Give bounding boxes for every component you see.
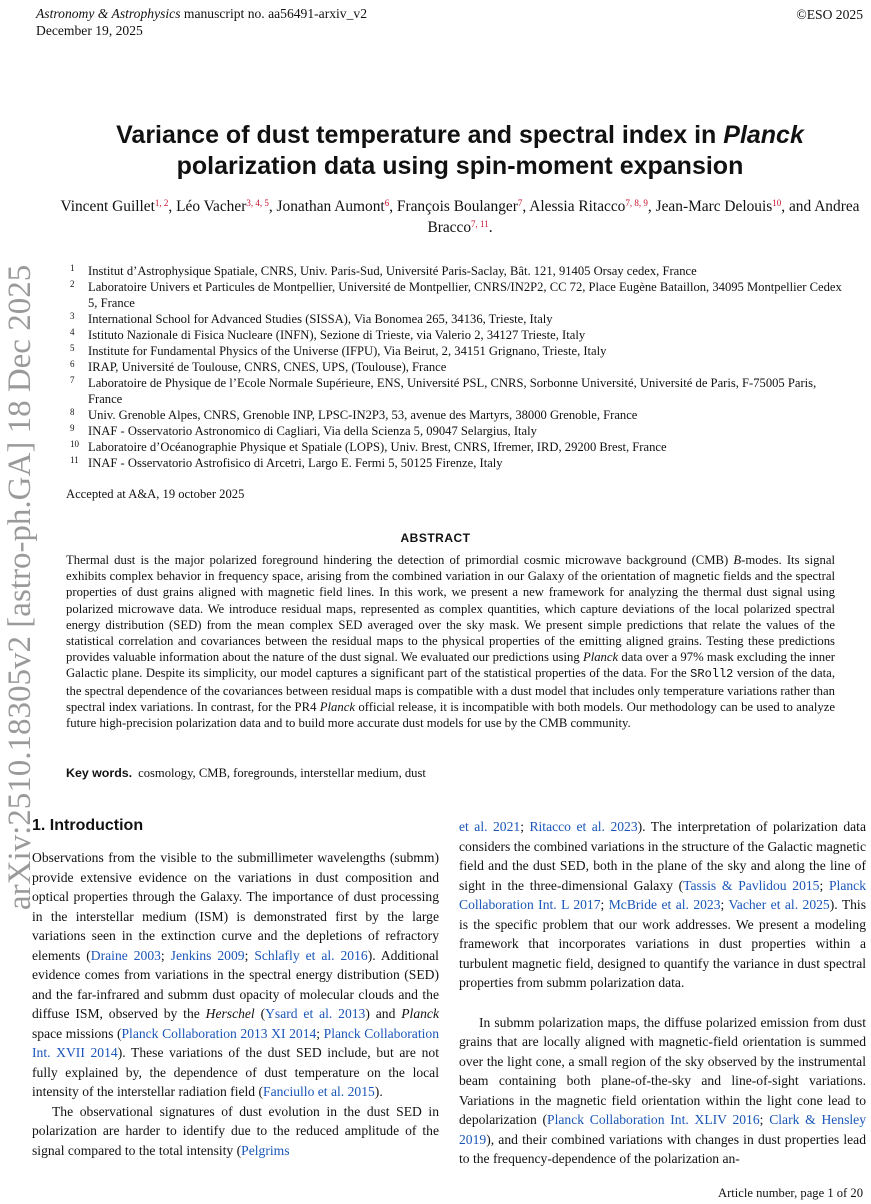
author-name: Léo Vacher xyxy=(176,198,247,215)
text: ; xyxy=(819,877,829,893)
abstract-text: B xyxy=(733,553,742,567)
affiliation-number: 8 xyxy=(70,407,75,417)
text: Planck xyxy=(401,1006,439,1021)
affiliation xyxy=(60,407,850,423)
citation-link[interactable]: Planck Collaboration Int. L 2017 xyxy=(459,877,866,912)
affiliation xyxy=(60,311,850,327)
affiliation xyxy=(60,263,850,279)
text: In submm polarization maps, the diffuse polarized emission from dust grains that are locally aligned with magnetic-field orientation is summed over the light cone, a small region of the sky observed by the instrumental beam containing both plane-of-the-sky and line-of-sight variations. Variations in the magnetic field orientation within the light cone lead to depolarization ( xyxy=(459,1014,866,1127)
affiliation-text: Institut d’Astrophysique Spatiale, CNRS, Univ. Paris-Sud, Université Paris-Saclay, Bât. 121, 91405 Orsay cedex, France xyxy=(88,264,697,278)
citation-link[interactable]: Jenkins 2009 xyxy=(170,947,245,963)
citation-link[interactable]: Ysard et al. 2013 xyxy=(265,1006,366,1021)
section-heading: 1. Introduction xyxy=(32,817,144,834)
citation-link[interactable]: et al. 2021 xyxy=(459,819,521,834)
abstract-body xyxy=(66,552,835,731)
separator: , and xyxy=(781,198,815,215)
text: ). This is the specific problem that our work addresses. We present a modeling framework that incorporates variations in dust properties within a turbulent magnetic field, designed to quantify the variance in dust spectral properties from submm polarization data. xyxy=(459,897,866,990)
author xyxy=(277,198,390,215)
affiliation-text: Laboratoire d’Océanographie Physique et Spatiale (LOPS), Univ. Brest, CNRS, Ifremer, IRD, 29200 Brest, France xyxy=(88,440,667,454)
abstract-text: Thermal dust is the major polarized foreground hindering the detection of primordial cosmic microwave background (CMB) xyxy=(66,553,734,567)
running-header xyxy=(36,5,367,39)
text: ). Additional evidence comes from variations in the spectral energy distribution (SED) and the far-infrared and submm dust opacity of molecular clouds and the diffuse ISM, observed by the xyxy=(32,947,439,1021)
affiliation xyxy=(60,343,850,359)
author xyxy=(176,198,269,215)
affiliation xyxy=(60,375,850,407)
author-affiliation-link[interactable]: 6 xyxy=(384,198,390,208)
affiliation xyxy=(60,423,850,439)
text: space missions ( xyxy=(32,1025,122,1041)
manuscript-number: manuscript no. aa56491-arxiv_v2 xyxy=(183,6,367,21)
author-affiliation-link[interactable]: 3, 4, 5 xyxy=(246,198,269,208)
citation-link[interactable]: Tassis & Pavlidou 2015 xyxy=(683,877,820,893)
citation-link[interactable]: Fanciullo et al. 2015 xyxy=(263,1084,375,1099)
text: ), and their combined variations with changes in dust properties lead to the frequency-dependence of the polarization an- xyxy=(459,1131,866,1166)
paragraph xyxy=(32,1102,439,1161)
separator: , xyxy=(647,198,656,215)
affiliation-text: INAF - Osservatorio Astrofisico di Arcetri, Largo E. Fermi 5, 50125 Firenze, Italy xyxy=(88,456,503,470)
affiliation xyxy=(60,455,850,471)
affiliation-number: 6 xyxy=(70,359,75,369)
abstract-heading: ABSTRACT xyxy=(400,531,471,545)
citation-link[interactable]: Clark & Hensley 2019 xyxy=(459,1112,866,1147)
title-part: Variance of dust temperature and spectral index in xyxy=(116,121,724,149)
affiliation-number: 11 xyxy=(70,455,79,465)
text: ; xyxy=(316,1025,324,1041)
text: ; xyxy=(720,897,729,912)
author-name: Jonathan Aumont xyxy=(276,198,385,215)
affiliation-number: 10 xyxy=(70,439,79,449)
author-name: François Boulanger xyxy=(396,198,518,215)
affiliation-number: 7 xyxy=(70,375,75,385)
author-affiliation-link[interactable]: 7 xyxy=(517,198,523,208)
separator: , xyxy=(522,198,530,215)
affiliation-text: International School for Advanced Studies (SISSA), Via Bonomea 265, 34136, Trieste, Italy xyxy=(88,312,553,326)
author xyxy=(656,198,782,215)
paragraph xyxy=(459,817,866,993)
author xyxy=(397,198,522,215)
left-column xyxy=(32,848,439,1160)
text: ; xyxy=(160,947,171,963)
header-date: December 19, 2025 xyxy=(36,23,143,38)
paper-title xyxy=(60,120,860,182)
citation-link[interactable]: Planck Collaboration 2013 XI 2014 xyxy=(121,1025,317,1041)
affiliation-text: INAF - Osservatorio Astronomico di Cagliari, Via della Scienza 5, 09047 Selargius, Italy xyxy=(88,424,537,438)
citation-link[interactable]: Schlafly et al. 2016 xyxy=(254,947,368,963)
paragraph xyxy=(459,1013,866,1169)
text: ( xyxy=(254,1006,266,1021)
text: ). These variations of the dust SED include, but are not fully explained by, the dependence of dust temperature on the local intensity of the interstellar radiation field ( xyxy=(32,1045,439,1099)
text: Observations from the visible to the submillimeter wavelengths (submm) provide extensive evidence on the variations in dust composition and optical properties through the Galaxy. The importance of dust processing in the interstellar medium (ISM) is demonstrated first by the large variations seen in the extinction curve and the depletions of refractory elements ( xyxy=(32,850,439,963)
abstract-text: version of the data, the spectral dependence of the covariances between residual maps is compatible with a dust model that includes only temperature variations rather than spectral index variations. In contrast, for the PR4 xyxy=(66,666,835,714)
page-footer: Article number, page 1 of 20 xyxy=(718,1186,863,1200)
title-line2: polarization data using spin-moment expansion xyxy=(176,152,744,180)
keywords xyxy=(66,764,835,784)
journal-name: Astronomy & Astrophysics xyxy=(36,6,181,21)
affiliation-number: 9 xyxy=(70,423,75,433)
affiliation-text: Institute for Fundamental Physics of the Universe (IFPU), Via Beirut, 2, 34151 Grignano, Trieste, Italy xyxy=(88,344,607,358)
text: ) and xyxy=(365,1006,402,1021)
author-affiliation-link[interactable]: 10 xyxy=(772,198,782,208)
text: ; xyxy=(520,819,530,834)
keywords-text: cosmology, CMB, foregrounds, interstellar medium, dust xyxy=(138,766,426,780)
affiliation-number: 1 xyxy=(70,263,75,273)
author-name: Vincent Guillet xyxy=(60,198,155,215)
citation-link[interactable]: McBride et al. 2023 xyxy=(608,897,721,912)
author-name: Andrea Bracco xyxy=(427,198,860,236)
copyright: ©ESO 2025 xyxy=(796,7,863,22)
author-name: Alessia Ritacco xyxy=(529,198,626,215)
arxiv-stamp: arXiv:2510.18305v2 [astro-ph.GA] 18 Dec 2025 xyxy=(2,264,38,910)
separator: , xyxy=(168,198,177,215)
title-planck: Planck xyxy=(723,121,804,149)
keywords-label: Key words. xyxy=(66,766,133,780)
abstract-text: official release, it is incompatible with both models. Our methodology can be used to analyze future high-precision polarization data and to build more accurate dust models for use by the CMB community. xyxy=(66,699,835,731)
right-column xyxy=(459,817,866,1169)
text: The observational signatures of dust evolution in the dust SED in polarization are harder to identify due to the reduced amplitude of the signal compared to the total intensity ( xyxy=(32,1103,439,1158)
abstract-text: Planck xyxy=(319,699,356,714)
separator: , xyxy=(389,198,397,215)
author-affiliation-link[interactable]: 7, 11 xyxy=(471,219,489,229)
author xyxy=(529,198,648,215)
citation-link[interactable]: Ritacco et al. 2023 xyxy=(529,819,638,834)
abstract-text: -modes. Its signal exhibits complex behavior in frequency space, arising from the combined variation in our Galaxy of the orientation of magnetic fields and the spectral properties of dust grains aligned with magnetic field lines. In this work, we present a new framework for analyzing the thermal dust signal using polarized microwave data. We introduce residual maps, represented as complex quantities, which capture deviations of the local polarized spectral energy distribution (SED) from the mean complex SED averaged over the sky mask. We present simple predictions that relate the values of the statistical correlation and covariances between the residual maps to the physical properties of the emitting aligned grains. Testing these predictions provides valuable information about the nature of the dust signal. We evaluated our predictions using xyxy=(66,553,835,665)
affiliation-number: 2 xyxy=(70,279,75,289)
affiliation-number: 5 xyxy=(70,343,75,353)
text: ; xyxy=(759,1112,770,1127)
paragraph xyxy=(32,848,439,1102)
affiliation-number: 4 xyxy=(70,327,75,337)
text: ; xyxy=(244,947,255,963)
abstract-text: data over a 97% mask excluding the inner Galactic plane. Despite its simplicity, our model captures a significant part of the statistical properties of the data. For the xyxy=(66,650,835,681)
text: ). xyxy=(374,1084,383,1099)
citation-link[interactable]: Planck Collaboration Int. XVII 2014 xyxy=(32,1025,439,1060)
affiliation-text: Univ. Grenoble Alpes, CNRS, Grenoble INP, LPSC-IN2P3, 53, avenue des Martyrs, 38000 Grenoble, France xyxy=(88,408,638,422)
separator: , xyxy=(268,198,277,215)
text: ). The interpretation of polarization data considers the combined variations in the structure of the Galactic magnetic field and the dust SED, both in the plane of the sky and along the line of sight in the three-dimensional Galaxy ( xyxy=(459,819,866,893)
affiliation-list xyxy=(60,263,850,471)
abstract-code: SRoll2 xyxy=(690,667,734,682)
affiliation-text: IRAP, Université de Toulouse, CNRS, CNES, UPS, (Toulouse), France xyxy=(88,360,447,374)
affiliation-text: Laboratoire de Physique de l’Ecole Normale Supérieure, ENS, Université PSL, CNRS, Sorbonne Université, Université de Paris, F-75005 Paris, France xyxy=(88,376,817,406)
citation-link[interactable]: Pelgrims xyxy=(241,1142,290,1158)
author xyxy=(61,198,169,215)
separator: . xyxy=(488,219,493,236)
author-list xyxy=(60,196,860,238)
text: ; xyxy=(600,897,609,912)
affiliation xyxy=(60,439,850,455)
affiliation-number: 3 xyxy=(70,311,75,321)
citation-link[interactable]: Draine 2003 xyxy=(90,947,161,963)
abstract-text: Planck xyxy=(582,650,619,665)
accepted-note: Accepted at A&A, 19 october 2025 xyxy=(66,487,245,501)
affiliation xyxy=(60,359,850,375)
author-affiliation-link[interactable]: 1, 2 xyxy=(154,198,169,208)
text: Herschel xyxy=(205,1006,255,1021)
affiliation xyxy=(60,279,850,311)
citation-link[interactable]: Planck Collaboration Int. XLIV 2016 xyxy=(547,1112,760,1127)
affiliation xyxy=(60,327,850,343)
author-affiliation-link[interactable]: 7, 8, 9 xyxy=(625,198,648,208)
affiliation-text: Laboratoire Univers et Particules de Montpellier, Université de Montpellier, CNRS/IN2P2, CC 72, Place Eugène Bataillon, 34095 Montpellier Cedex 5, France xyxy=(88,280,842,310)
citation-link[interactable]: Vacher et al. 2025 xyxy=(728,897,830,912)
author-name: Jean-Marc Delouis xyxy=(655,198,773,215)
affiliation-text: Istituto Nazionale di Fisica Nucleare (INFN), Sezione di Trieste, via Valerio 2, 34127 Trieste, Italy xyxy=(88,328,586,342)
